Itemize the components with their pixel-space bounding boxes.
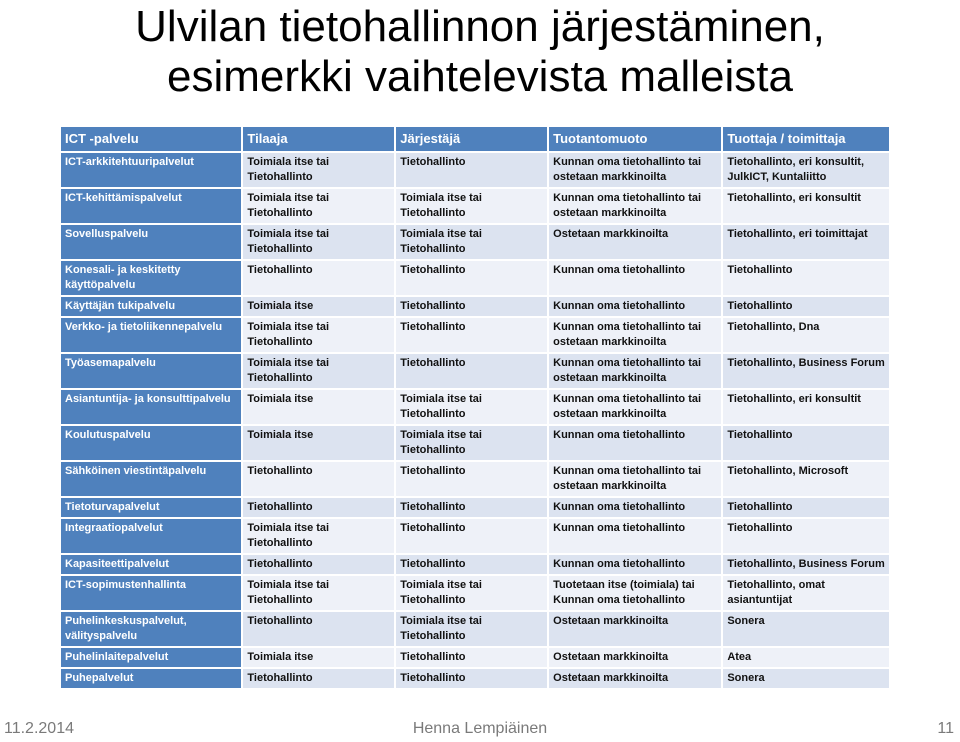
cell-tuotantomuoto: Kunnan oma tietohallinto tai ostetaan markkinoilta [549, 153, 721, 187]
service-table [59, 125, 891, 690]
cell-tilaaja: Toimiala itse tai Tietohallinto [243, 153, 394, 187]
cell-tuotantomuoto: Kunnan oma tietohallinto tai ostetaan markkinoilta [549, 462, 721, 496]
table-row [61, 354, 889, 388]
cell-tuottaja: Tietohallinto [723, 297, 889, 316]
cell-service: Puhelinkeskuspalvelut, välityspalvelu [61, 612, 241, 646]
cell-tuottaja: Atea [723, 648, 889, 667]
cell-tuottaja: Sonera [723, 612, 889, 646]
cell-tuottaja: Tietohallinto, Microsoft [723, 462, 889, 496]
cell-jarjestaja: Tietohallinto [396, 318, 547, 352]
cell-tilaaja: Toimiala itse tai Tietohallinto [243, 519, 394, 553]
header-tuottaja: Tuottaja / toimittaja [723, 127, 889, 151]
cell-service: Puhepalvelut [61, 669, 241, 688]
cell-service: Verkko- ja tietoliikennepalvelu [61, 318, 241, 352]
slide-title [0, 2, 960, 102]
cell-jarjestaja: Toimiala itse tai Tietohallinto [396, 612, 547, 646]
cell-tilaaja: Tietohallinto [243, 261, 394, 295]
cell-jarjestaja: Toimiala itse tai Tietohallinto [396, 189, 547, 223]
cell-service: Tietoturvapalvelut [61, 498, 241, 517]
table-header-row [61, 127, 889, 151]
cell-tuotantomuoto: Kunnan oma tietohallinto tai ostetaan markkinoilta [549, 189, 721, 223]
table-row [61, 498, 889, 517]
cell-service: Asiantuntija- ja konsulttipalvelu [61, 390, 241, 424]
cell-tilaaja: Tietohallinto [243, 462, 394, 496]
cell-service: ICT-kehittämispalvelut [61, 189, 241, 223]
cell-tilaaja: Tietohallinto [243, 612, 394, 646]
service-table-container [59, 125, 891, 689]
cell-service: Puhelinlaitepalvelut [61, 648, 241, 667]
cell-tuottaja: Tietohallinto, Dna [723, 318, 889, 352]
header-jarjestaja: Järjestäjä [396, 127, 547, 151]
table-row [61, 555, 889, 574]
cell-tuotantomuoto: Kunnan oma tietohallinto [549, 297, 721, 316]
cell-tuottaja: Sonera [723, 669, 889, 688]
cell-tuotantomuoto: Tuotetaan itse (toimiala) tai Kunnan oma tietohallinto [549, 576, 721, 610]
cell-jarjestaja: Tietohallinto [396, 462, 547, 496]
cell-tilaaja: Toimiala itse tai Tietohallinto [243, 318, 394, 352]
cell-tilaaja: Toimiala itse tai Tietohallinto [243, 189, 394, 223]
cell-tuotantomuoto: Kunnan oma tietohallinto [549, 555, 721, 574]
cell-tuotantomuoto: Kunnan oma tietohallinto [549, 519, 721, 553]
footer-date: 11.2.2014 [4, 720, 74, 737]
cell-jarjestaja: Toimiala itse tai Tietohallinto [396, 426, 547, 460]
cell-service: ICT-arkkitehtuuripalvelut [61, 153, 241, 187]
table-row [61, 390, 889, 424]
cell-tuottaja: Tietohallinto [723, 426, 889, 460]
cell-tuottaja: Tietohallinto, eri toimittajat [723, 225, 889, 259]
cell-tilaaja: Tietohallinto [243, 498, 394, 517]
table-row [61, 648, 889, 667]
cell-tilaaja: Toimiala itse [243, 297, 394, 316]
cell-jarjestaja: Tietohallinto [396, 297, 547, 316]
footer-author: Henna Lempiäinen [412, 720, 548, 737]
cell-tuottaja: Tietohallinto, eri konsultit, JulkICT, Kuntaliitto [723, 153, 889, 187]
table-row [61, 225, 889, 259]
cell-jarjestaja: Tietohallinto [396, 498, 547, 517]
table-body [61, 153, 889, 688]
cell-tuotantomuoto: Kunnan oma tietohallinto tai ostetaan markkinoilta [549, 390, 721, 424]
cell-tuotantomuoto: Kunnan oma tietohallinto tai ostetaan markkinoilta [549, 354, 721, 388]
cell-service: Käyttäjän tukipalvelu [61, 297, 241, 316]
cell-tilaaja: Toimiala itse tai Tietohallinto [243, 576, 394, 610]
table-row [61, 669, 889, 688]
cell-tuotantomuoto: Ostetaan markkinoilta [549, 612, 721, 646]
cell-jarjestaja: Tietohallinto [396, 555, 547, 574]
header-tilaaja: Tilaaja [243, 127, 394, 151]
cell-tuottaja: Tietohallinto [723, 261, 889, 295]
table-row [61, 261, 889, 295]
cell-jarjestaja: Tietohallinto [396, 519, 547, 553]
table-row [61, 519, 889, 553]
cell-tuottaja: Tietohallinto, omat asiantuntijat [723, 576, 889, 610]
cell-jarjestaja: Tietohallinto [396, 261, 547, 295]
cell-jarjestaja: Tietohallinto [396, 669, 547, 688]
cell-tuotantomuoto: Kunnan oma tietohallinto [549, 498, 721, 517]
cell-tuotantomuoto: Ostetaan markkinoilta [549, 669, 721, 688]
cell-tuottaja: Tietohallinto, Business Forum [723, 555, 889, 574]
cell-tuotantomuoto: Ostetaan markkinoilta [549, 648, 721, 667]
cell-service: Koulutuspalvelu [61, 426, 241, 460]
cell-service: ICT-sopimustenhallinta [61, 576, 241, 610]
footer-page-number: 11 [937, 720, 954, 737]
table-row [61, 297, 889, 316]
cell-tilaaja: Tietohallinto [243, 669, 394, 688]
cell-tilaaja: Tietohallinto [243, 555, 394, 574]
cell-tuottaja: Tietohallinto [723, 498, 889, 517]
cell-tilaaja: Toimiala itse [243, 426, 394, 460]
cell-service: Konesali- ja keskitetty käyttöpalvelu [61, 261, 241, 295]
cell-jarjestaja: Tietohallinto [396, 354, 547, 388]
header-ict-palvelu: ICT -palvelu [61, 127, 241, 151]
cell-service: Sähköinen viestintäpalvelu [61, 462, 241, 496]
table-row [61, 189, 889, 223]
cell-tuottaja: Tietohallinto, eri konsultit [723, 390, 889, 424]
cell-tilaaja: Toimiala itse tai Tietohallinto [243, 354, 394, 388]
cell-tuottaja: Tietohallinto, eri konsultit [723, 189, 889, 223]
table-row [61, 612, 889, 646]
cell-service: Sovelluspalvelu [61, 225, 241, 259]
cell-tuotantomuoto: Kunnan oma tietohallinto tai ostetaan markkinoilta [549, 318, 721, 352]
cell-jarjestaja: Toimiala itse tai Tietohallinto [396, 390, 547, 424]
table-row [61, 426, 889, 460]
cell-tilaaja: Toimiala itse [243, 390, 394, 424]
header-tuotantomuoto: Tuotantomuoto [549, 127, 721, 151]
cell-tuotantomuoto: Kunnan oma tietohallinto [549, 261, 721, 295]
table-row [61, 153, 889, 187]
cell-service: Työasemapalvelu [61, 354, 241, 388]
title-line-1: Ulvilan tietohallinnon järjestäminen, [135, 2, 825, 51]
cell-tuottaja: Tietohallinto, Business Forum [723, 354, 889, 388]
table-row [61, 576, 889, 610]
title-line-2: esimerkki vaihtelevista malleista [167, 52, 793, 101]
cell-jarjestaja: Toimiala itse tai Tietohallinto [396, 225, 547, 259]
cell-tuotantomuoto: Ostetaan markkinoilta [549, 225, 721, 259]
cell-tuotantomuoto: Kunnan oma tietohallinto [549, 426, 721, 460]
cell-service: Kapasiteettipalvelut [61, 555, 241, 574]
cell-jarjestaja: Tietohallinto [396, 648, 547, 667]
cell-tuottaja: Tietohallinto [723, 519, 889, 553]
cell-service: Integraatiopalvelut [61, 519, 241, 553]
cell-jarjestaja: Tietohallinto [396, 153, 547, 187]
cell-tilaaja: Toimiala itse tai Tietohallinto [243, 225, 394, 259]
cell-tilaaja: Toimiala itse [243, 648, 394, 667]
table-row [61, 318, 889, 352]
cell-jarjestaja: Toimiala itse tai Tietohallinto [396, 576, 547, 610]
table-row [61, 462, 889, 496]
